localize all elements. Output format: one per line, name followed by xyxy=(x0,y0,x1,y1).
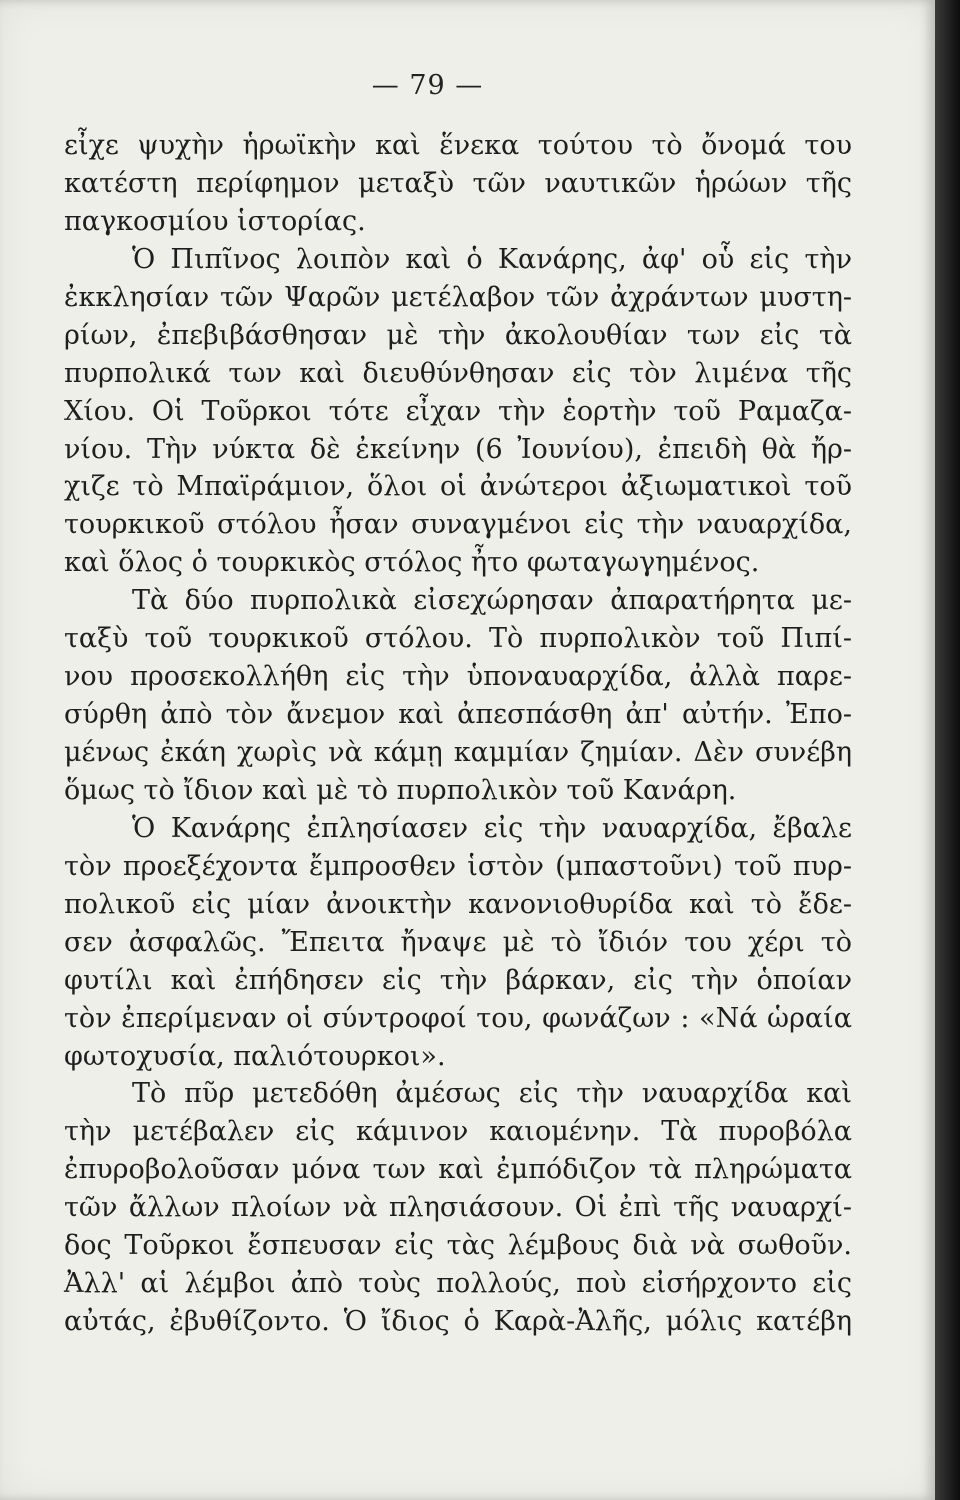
text-line: παγκοσμίου ἱστορίας. xyxy=(64,205,366,237)
text-line: πολικοῦ εἰς μίαν ἀνοικτὴν κανονιοθυρίδα καὶ τὸ ἔδε- xyxy=(64,888,852,920)
text-line: φωτοχυσία, παλιότουρκοι». xyxy=(64,1040,446,1072)
text-line: τὴν μετέβαλεν εἰς κάμινον καιομένην. Τὰ πυροβόλα xyxy=(64,1116,852,1148)
text-line: ρίων, ἐπεβιβάσθησαν μὲ τὴν ἀκολουθίαν των εἰς τὰ xyxy=(64,319,852,351)
text-line: πυρπολικά των καὶ διευθύνθησαν εἰς τὸν λιμένα τῆς xyxy=(64,357,852,389)
text-line: αὐτάς, ἐβυθίζοντο. Ὁ ἴδιος ὁ Καρὰ-Ἀλῆς, μόλις κατέβη xyxy=(64,1306,852,1338)
text-line: Ὁ Κανάρης ἐπλησίασεν εἰς τὴν ναυαρχίδα, ἔβαλε xyxy=(132,812,852,844)
text-line: τῶν ἄλλων πλοίων νὰ πλησιάσουν. Οἱ ἐπὶ τῆς ναυαρχί- xyxy=(64,1192,852,1224)
text-line: φυτίλι καὶ ἐπήδησεν εἰς τὴν βάρκαν, εἰς τὴν ὁποίαν xyxy=(64,964,852,996)
text-line: ὅμως τὸ ἴδιον καὶ μὲ τὸ πυρπολικὸν τοῦ Κανάρη. xyxy=(64,774,737,806)
text-line: νίου. Τὴν νύκτα δὲ ἐκείνην (6 Ἰουνίου), ἐπειδὴ θὰ ἤρ- xyxy=(64,433,852,465)
text-line: μένως ἐκάη χωρὶς νὰ κάμῃ καμμίαν ζημίαν. Δὲν συνέβη xyxy=(64,737,852,768)
text-line: ἐπυροβολοῦσαν μόνα των καὶ ἐμπόδιζον τὰ πληρώματα xyxy=(64,1154,852,1186)
text-line: νου προσεκολλήθη εἰς τὴν ὑποναυαρχίδα, ἀλλὰ παρε- xyxy=(64,661,852,693)
page-number: — 79 — xyxy=(371,70,484,101)
text-line: Τὸ πῦρ μετεδόθη ἀμέσως εἰς τὴν ναυαρχίδα καὶ xyxy=(132,1078,852,1110)
text-line: ταξὺ τοῦ τουρκικοῦ στόλου. Τὸ πυρπολικὸν τοῦ Πιπί- xyxy=(64,623,852,655)
text-line: δος Τοῦρκοι ἔσπευσαν εἰς τὰς λέμβους διὰ νὰ σωθοῦν. xyxy=(64,1230,852,1262)
text-line: χιζε τὸ Μπαϊράμιον, ὅλοι οἱ ἀνώτεροι ἀξιωματικοὶ τοῦ xyxy=(64,471,852,503)
body-text xyxy=(64,127,852,1341)
page-edge-shadow xyxy=(935,0,960,1500)
text-line: κατέστη περίφημον μεταξὺ τῶν ναυτικῶν ἡρώων τῆς xyxy=(64,167,852,199)
text-line: Ὁ Πιπῖνος λοιπὸν καὶ ὁ Κανάρης, ἀφ' οὗ εἰς τὴν xyxy=(132,243,852,275)
text-line: τουρκικοῦ στόλου ἦσαν συναγμένοι εἰς τὴν ναυαρχίδα, xyxy=(64,509,852,541)
text-line: Ἀλλ' αἱ λέμβοι ἀπὸ τοὺς πολλούς, ποὺ εἰσήρχοντο εἰς xyxy=(64,1268,852,1300)
text-line: σύρθη ἀπὸ τὸν ἄνεμον καὶ ἀπεσπάσθη ἀπ' αὐτήν. Ἐπο- xyxy=(64,699,852,731)
text-line: Τὰ δύο πυρπολικὰ εἰσεχώρησαν ἀπαρατήρητα με- xyxy=(132,585,852,617)
text-line: Χίου. Οἱ Τοῦρκοι τότε εἶχαν τὴν ἑορτὴν τοῦ Ραμαζα- xyxy=(64,395,852,427)
text-line: ἐκκλησίαν τῶν Ψαρῶν μετέλαβον τῶν ἀχράντων μυστη- xyxy=(64,281,852,313)
text-line: τὸν ἐπερίμεναν οἱ σύντροφοί του, φωνάζων : «Νά ὡραία xyxy=(64,1002,852,1034)
text-line: εἶχε ψυχὴν ἡρωϊκὴν καὶ ἕνεκα τούτου τὸ ὄνομά του xyxy=(64,130,852,161)
text-line: σεν ἀσφαλῶς. Ἔπειτα ἤναψε μὲ τὸ ἴδιόν του χέρι τὸ xyxy=(64,926,852,958)
text-line: καὶ ὅλος ὁ τουρκικὸς στόλος ἦτο φωταγωγημένος. xyxy=(64,547,760,579)
text-line: τὸν προεξέχοντα ἔμπροσθεν ἱστὸν (μπαστοῦνι) τοῦ πυρ- xyxy=(64,850,852,882)
